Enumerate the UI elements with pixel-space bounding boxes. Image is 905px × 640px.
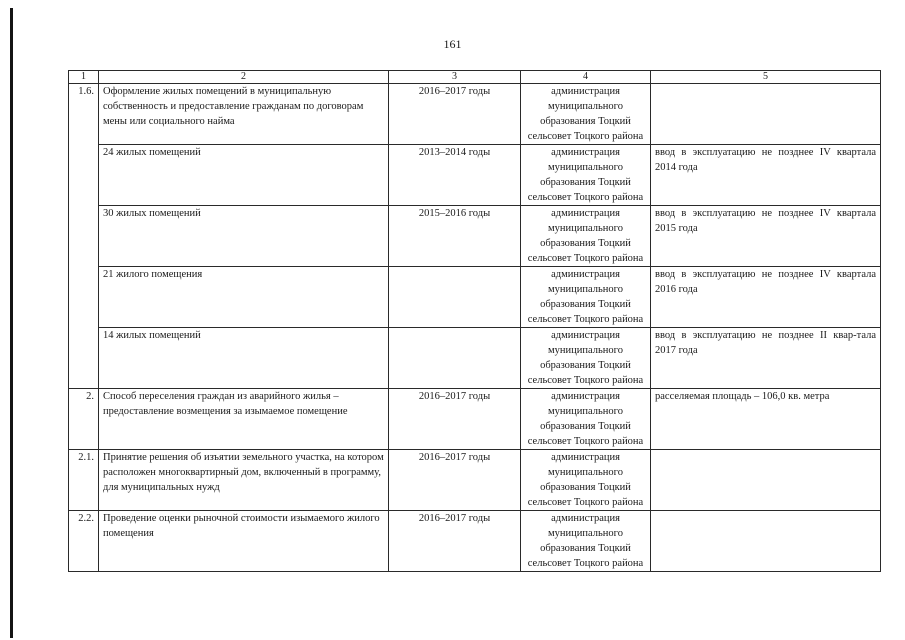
table-row [69, 206, 881, 267]
row-action: Оформление жилых помещений в муниципальную собственность и предоставление гражданам по договорам мены или социального найма [99, 84, 389, 145]
row-number: 2. [69, 389, 99, 450]
row-number: 2.1. [69, 450, 99, 511]
row-number: 2.2. [69, 511, 99, 572]
row-number [69, 328, 99, 389]
row-result: ввод в эксплуатацию не позднее IV квартала 2016 года [651, 267, 881, 328]
table-row [69, 450, 881, 511]
table-row [69, 267, 881, 328]
page-number: 161 [443, 37, 462, 51]
row-result: ввод в эксплуатацию не позднее II квар-тала 2017 года [651, 328, 881, 389]
row-result [651, 450, 881, 511]
row-period: 2015–2016 годы [389, 206, 521, 267]
row-executor: администрация муниципального образования Тоцкий сельсовет Тоцкого района [521, 450, 651, 511]
table-row [69, 84, 881, 145]
table-row [69, 328, 881, 389]
row-executor: администрация муниципального образования Тоцкий сельсовет Тоцкого района [521, 84, 651, 145]
row-number [69, 206, 99, 267]
row-action: Принятие решения об изъятии земельного участка, на котором расположен многоквартирный дом, включенный в программу, для муниципальных нужд [99, 450, 389, 511]
column-header: 3 [389, 71, 521, 84]
table-row [69, 389, 881, 450]
program-table [68, 70, 881, 572]
row-action: 21 жилого помещения [99, 267, 389, 328]
row-result: расселяемая площадь – 106,0 кв. метра [651, 389, 881, 450]
row-action: Проведение оценки рыночной стоимости изымаемого жилого помещения [99, 511, 389, 572]
row-executor: администрация муниципального образования Тоцкий сельсовет Тоцкого района [521, 328, 651, 389]
column-header: 5 [651, 71, 881, 84]
row-period [389, 328, 521, 389]
column-header: 2 [99, 71, 389, 84]
row-period: 2016–2017 годы [389, 84, 521, 145]
row-result: ввод в эксплуатацию не позднее IV квартала 2014 года [651, 145, 881, 206]
row-executor: администрация муниципального образования Тоцкий сельсовет Тоцкого района [521, 267, 651, 328]
row-period: 2016–2017 годы [389, 511, 521, 572]
row-action: 14 жилых помещений [99, 328, 389, 389]
row-period: 2016–2017 годы [389, 389, 521, 450]
table-row [69, 511, 881, 572]
row-number: 1.6. [69, 84, 99, 145]
row-result [651, 511, 881, 572]
table-row [69, 145, 881, 206]
page-edge-bar [10, 8, 13, 638]
row-action: 30 жилых помещений [99, 206, 389, 267]
row-period: 2013–2014 годы [389, 145, 521, 206]
row-executor: администрация муниципального образования Тоцкий сельсовет Тоцкого района [521, 206, 651, 267]
row-period: 2016–2017 годы [389, 450, 521, 511]
row-number [69, 267, 99, 328]
column-header: 1 [69, 71, 99, 84]
row-number [69, 145, 99, 206]
row-action: 24 жилых помещений [99, 145, 389, 206]
row-result [651, 84, 881, 145]
row-executor: администрация муниципального образования Тоцкий сельсовет Тоцкого района [521, 511, 651, 572]
row-executor: администрация муниципального образования Тоцкий сельсовет Тоцкого района [521, 389, 651, 450]
table-header-row [69, 71, 881, 84]
row-executor: администрация муниципального образования Тоцкий сельсовет Тоцкого района [521, 145, 651, 206]
row-action: Способ переселения граждан из аварийного жилья – предоставление возмещения за изымаемое помещение [99, 389, 389, 450]
row-period [389, 267, 521, 328]
column-header: 4 [521, 71, 651, 84]
row-result: ввод в эксплуатацию не позднее IV квартала 2015 года [651, 206, 881, 267]
